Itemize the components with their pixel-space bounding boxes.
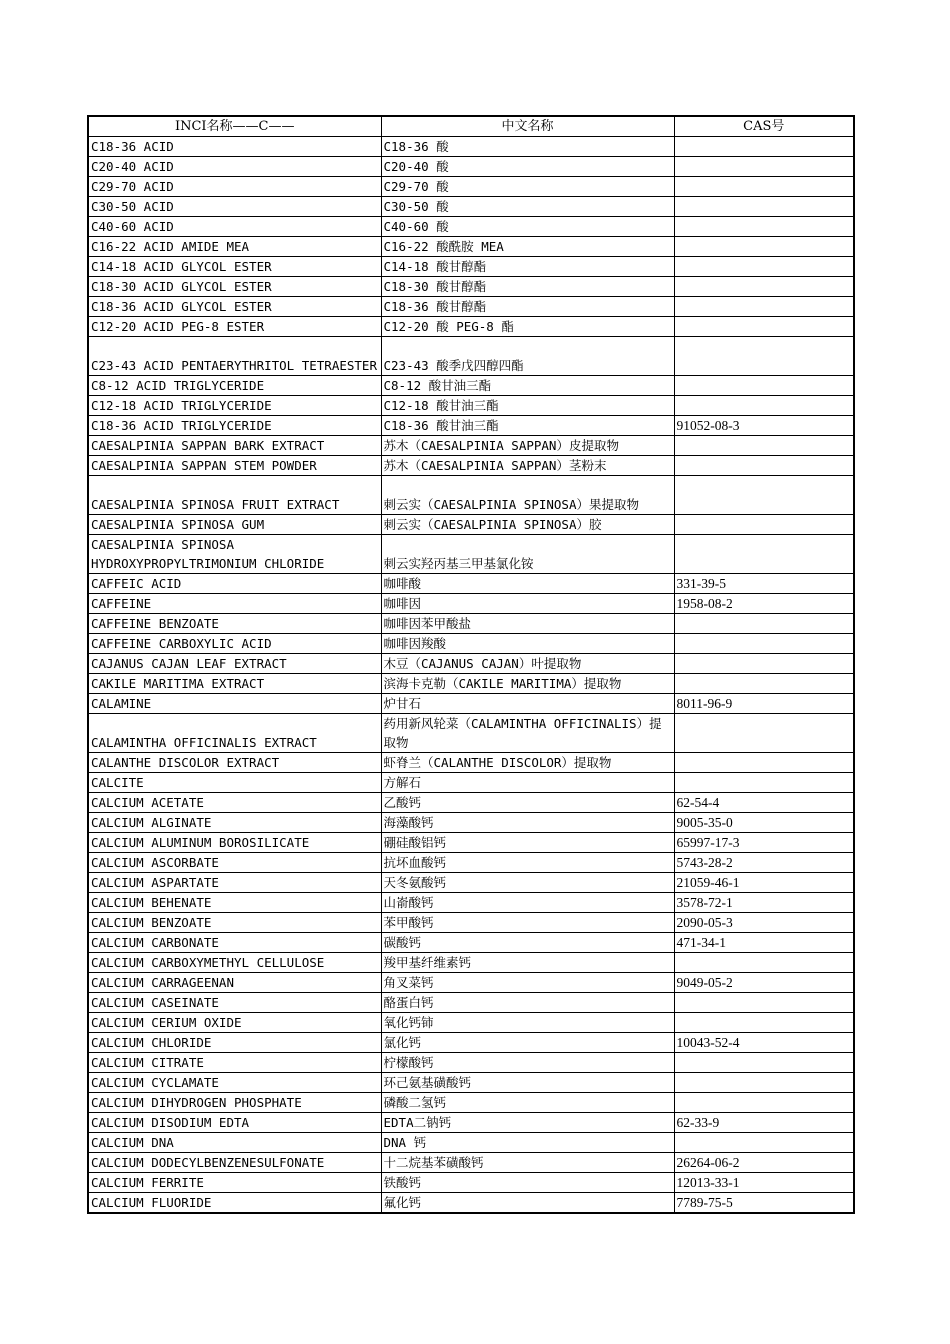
- inci-name-cell: CALCIUM FERRITE: [88, 1173, 381, 1193]
- table-row: [88, 913, 854, 933]
- inci-name-cell: CALAMINE: [88, 694, 381, 714]
- inci-name-cell: CALCIUM CYCLAMATE: [88, 1073, 381, 1093]
- inci-name-cell: CALCIUM DNA: [88, 1133, 381, 1153]
- chinese-name-cell: 咖啡因苯甲酸盐: [381, 614, 674, 634]
- cas-number-cell: [674, 674, 854, 694]
- inci-name-cell: CALCIUM CARBONATE: [88, 933, 381, 953]
- chinese-name-cell: 抗坏血酸钙: [381, 853, 674, 873]
- cas-number-cell: [674, 993, 854, 1013]
- cas-number-cell: [674, 535, 854, 574]
- table-row: [88, 993, 854, 1013]
- chinese-name-cell: 羧甲基纤维素钙: [381, 953, 674, 973]
- chinese-name-cell: 刺云实羟丙基三甲基氯化铵: [381, 535, 674, 574]
- chinese-name-cell: 滨海卡克勒（CAKILE MARITIMA）提取物: [381, 674, 674, 694]
- table-row: [88, 1113, 854, 1133]
- inci-name-cell: CALCIUM ASPARTATE: [88, 873, 381, 893]
- chinese-name-cell: 木豆（CAJANUS CAJAN）叶提取物: [381, 654, 674, 674]
- inci-name-cell: CALCIUM CASEINATE: [88, 993, 381, 1013]
- table-row: [88, 973, 854, 993]
- table-row: [88, 1193, 854, 1214]
- table-row: [88, 893, 854, 913]
- chinese-name-cell: 十二烷基苯磺酸钙: [381, 1153, 674, 1173]
- chinese-name-cell: C18-36 酸甘醇酯: [381, 297, 674, 317]
- chinese-name-cell: C12-20 酸 PEG-8 酯: [381, 317, 674, 337]
- chinese-name-cell: 咖啡酸: [381, 574, 674, 594]
- cas-number-cell: 7789-75-5: [674, 1193, 854, 1214]
- inci-name-cell: C16-22 ACID AMIDE MEA: [88, 237, 381, 257]
- cas-number-cell: 21059-46-1: [674, 873, 854, 893]
- cas-number-cell: 3578-72-1: [674, 893, 854, 913]
- cas-number-cell: [674, 753, 854, 773]
- inci-name-cell: CALCIUM CARRAGEENAN: [88, 973, 381, 993]
- cas-number-cell: 91052-08-3: [674, 416, 854, 436]
- cas-number-cell: [674, 396, 854, 416]
- table-row: [88, 694, 854, 714]
- inci-name-cell: CAJANUS CAJAN LEAF EXTRACT: [88, 654, 381, 674]
- cas-number-cell: [674, 654, 854, 674]
- inci-name-cell: CALCIUM ASCORBATE: [88, 853, 381, 873]
- chinese-name-cell: 磷酸二氢钙: [381, 1093, 674, 1113]
- table-row: [88, 953, 854, 973]
- table-row: [88, 197, 854, 217]
- inci-name-cell: CALCIUM ALUMINUM BOROSILICATE: [88, 833, 381, 853]
- chinese-name-cell: C30-50 酸: [381, 197, 674, 217]
- cas-number-cell: [674, 1133, 854, 1153]
- cas-number-cell: [674, 317, 854, 337]
- table-row: [88, 535, 854, 574]
- cas-number-cell: [674, 714, 854, 753]
- chinese-name-cell: 咖啡因: [381, 594, 674, 614]
- cas-number-cell: [674, 634, 854, 654]
- table-row: [88, 476, 854, 515]
- chinese-name-cell: 环己氨基磺酸钙: [381, 1073, 674, 1093]
- table-row: [88, 257, 854, 277]
- inci-name-cell: CAESALPINIA SAPPAN STEM POWDER: [88, 456, 381, 476]
- table-row: [88, 813, 854, 833]
- table-row: [88, 933, 854, 953]
- header-cas-number: CAS号: [674, 116, 854, 137]
- inci-name-cell: CALCIUM CITRATE: [88, 1053, 381, 1073]
- chinese-name-cell: 海藻酸钙: [381, 813, 674, 833]
- table-row: [88, 337, 854, 376]
- chinese-name-cell: 苏木（CAESALPINIA SAPPAN）茎粉末: [381, 456, 674, 476]
- table-row: [88, 1033, 854, 1053]
- table-row: [88, 416, 854, 436]
- chinese-name-cell: C18-36 酸: [381, 137, 674, 157]
- chinese-name-cell: 苏木（CAESALPINIA SAPPAN）皮提取物: [381, 436, 674, 456]
- inci-name-cell: C8-12 ACID TRIGLYCERIDE: [88, 376, 381, 396]
- chinese-name-cell: 虾脊兰（CALANTHE DISCOLOR）提取物: [381, 753, 674, 773]
- header-chinese-name: 中文名称: [381, 116, 674, 137]
- inci-name-cell: CALCITE: [88, 773, 381, 793]
- cas-number-cell: [674, 376, 854, 396]
- inci-name-cell: CALANTHE DISCOLOR EXTRACT: [88, 753, 381, 773]
- table-row: [88, 177, 854, 197]
- inci-name-cell: CALCIUM CHLORIDE: [88, 1033, 381, 1053]
- inci-name-cell: CAFFEINE: [88, 594, 381, 614]
- table-row: [88, 1093, 854, 1113]
- chinese-name-cell: 氟化钙: [381, 1193, 674, 1214]
- table-row: [88, 396, 854, 416]
- cas-number-cell: [674, 257, 854, 277]
- table-row: [88, 237, 854, 257]
- table-row: [88, 436, 854, 456]
- chinese-name-cell: C18-36 酸甘油三酯: [381, 416, 674, 436]
- table-row: [88, 873, 854, 893]
- cas-number-cell: [674, 217, 854, 237]
- table-row: [88, 317, 854, 337]
- inci-name-cell: CAESALPINIA SPINOSA GUM: [88, 515, 381, 535]
- table-row: [88, 1013, 854, 1033]
- cas-number-cell: 8011-96-9: [674, 694, 854, 714]
- chinese-name-cell: 碳酸钙: [381, 933, 674, 953]
- chinese-name-cell: 乙酸钙: [381, 793, 674, 813]
- inci-name-cell: C12-18 ACID TRIGLYCERIDE: [88, 396, 381, 416]
- table-row: [88, 574, 854, 594]
- chinese-name-cell: 苯甲酸钙: [381, 913, 674, 933]
- inci-name-cell: C18-36 ACID TRIGLYCERIDE: [88, 416, 381, 436]
- cas-number-cell: [674, 137, 854, 157]
- chinese-name-cell: 柠檬酸钙: [381, 1053, 674, 1073]
- table-row: [88, 157, 854, 177]
- cas-number-cell: [674, 337, 854, 376]
- cas-number-cell: [674, 773, 854, 793]
- chinese-name-cell: 方解石: [381, 773, 674, 793]
- chinese-name-cell: C29-70 酸: [381, 177, 674, 197]
- chinese-name-cell: 咖啡因羧酸: [381, 634, 674, 654]
- table-header-row: [88, 116, 854, 137]
- table-row: [88, 594, 854, 614]
- chinese-name-cell: 硼硅酸铝钙: [381, 833, 674, 853]
- table-row: [88, 515, 854, 535]
- inci-name-cell: C12-20 ACID PEG-8 ESTER: [88, 317, 381, 337]
- chinese-name-cell: 药用新风轮菜（CALAMINTHA OFFICINALIS）提取物: [381, 714, 674, 753]
- inci-name-cell: CAKILE MARITIMA EXTRACT: [88, 674, 381, 694]
- chinese-name-cell: 铁酸钙: [381, 1173, 674, 1193]
- cas-number-cell: [674, 277, 854, 297]
- chinese-name-cell: DNA 钙: [381, 1133, 674, 1153]
- cas-number-cell: 10043-52-4: [674, 1033, 854, 1053]
- cas-number-cell: [674, 237, 854, 257]
- chinese-name-cell: 角叉菜钙: [381, 973, 674, 993]
- table-row: [88, 1173, 854, 1193]
- header-inci-name: INCI名称——C——: [88, 116, 381, 137]
- inci-name-cell: CALCIUM CERIUM OXIDE: [88, 1013, 381, 1033]
- inci-name-cell: C18-36 ACID: [88, 137, 381, 157]
- chinese-name-cell: 酪蛋白钙: [381, 993, 674, 1013]
- table-row: [88, 634, 854, 654]
- table-row: [88, 1153, 854, 1173]
- table-row: [88, 1133, 854, 1153]
- table-row: [88, 674, 854, 694]
- cas-number-cell: 1958-08-2: [674, 594, 854, 614]
- inci-name-cell: CAESALPINIA SAPPAN BARK EXTRACT: [88, 436, 381, 456]
- inci-name-cell: CALCIUM ACETATE: [88, 793, 381, 813]
- table-row: [88, 793, 854, 813]
- inci-name-cell: C23-43 ACID PENTAERYTHRITOL TETRAESTER: [88, 337, 381, 376]
- chinese-name-cell: C20-40 酸: [381, 157, 674, 177]
- chinese-name-cell: 刺云实（CAESALPINIA SPINOSA）果提取物: [381, 476, 674, 515]
- chinese-name-cell: 天冬氨酸钙: [381, 873, 674, 893]
- cas-number-cell: [674, 436, 854, 456]
- cas-number-cell: [674, 456, 854, 476]
- chinese-name-cell: C40-60 酸: [381, 217, 674, 237]
- chinese-name-cell: 刺云实（CAESALPINIA SPINOSA）胶: [381, 515, 674, 535]
- cas-number-cell: 331-39-5: [674, 574, 854, 594]
- table-body: [88, 137, 854, 1214]
- inci-name-cell: CALCIUM DISODIUM EDTA: [88, 1113, 381, 1133]
- table-row: [88, 456, 854, 476]
- chinese-name-cell: C12-18 酸甘油三酯: [381, 396, 674, 416]
- inci-name-cell: CALCIUM BENZOATE: [88, 913, 381, 933]
- cas-number-cell: 9049-05-2: [674, 973, 854, 993]
- inci-name-cell: CALCIUM BEHENATE: [88, 893, 381, 913]
- chinese-name-cell: 氧化钙铈: [381, 1013, 674, 1033]
- table-row: [88, 654, 854, 674]
- chinese-name-cell: EDTA二钠钙: [381, 1113, 674, 1133]
- cas-number-cell: [674, 476, 854, 515]
- cas-number-cell: [674, 197, 854, 217]
- cas-number-cell: [674, 1053, 854, 1073]
- inci-name-cell: C20-40 ACID: [88, 157, 381, 177]
- cas-number-cell: [674, 1093, 854, 1113]
- table-row: [88, 1053, 854, 1073]
- cas-number-cell: 26264-06-2: [674, 1153, 854, 1173]
- chinese-name-cell: C18-30 酸甘醇酯: [381, 277, 674, 297]
- inci-name-cell: CALCIUM ALGINATE: [88, 813, 381, 833]
- ingredient-table: [87, 115, 855, 1214]
- cas-number-cell: [674, 515, 854, 535]
- inci-name-cell: CAFFEINE CARBOXYLIC ACID: [88, 634, 381, 654]
- table-row: [88, 277, 854, 297]
- inci-name-cell: C14-18 ACID GLYCOL ESTER: [88, 257, 381, 277]
- inci-name-cell: CAESALPINIA SPINOSA HYDROXYPROPYLTRIMONIUM CHLORIDE: [88, 535, 381, 574]
- cas-number-cell: [674, 1073, 854, 1093]
- inci-name-cell: C29-70 ACID: [88, 177, 381, 197]
- inci-name-cell: C18-36 ACID GLYCOL ESTER: [88, 297, 381, 317]
- inci-name-cell: CALCIUM DODECYLBENZENESULFONATE: [88, 1153, 381, 1173]
- table-row: [88, 217, 854, 237]
- table-row: [88, 614, 854, 634]
- chinese-name-cell: 山嵛酸钙: [381, 893, 674, 913]
- table-row: [88, 1073, 854, 1093]
- table-row: [88, 773, 854, 793]
- cas-number-cell: 2090-05-3: [674, 913, 854, 933]
- chinese-name-cell: 氯化钙: [381, 1033, 674, 1053]
- cas-number-cell: [674, 953, 854, 973]
- chinese-name-cell: C16-22 酸酰胺 MEA: [381, 237, 674, 257]
- cas-number-cell: 5743-28-2: [674, 853, 854, 873]
- inci-name-cell: CALCIUM DIHYDROGEN PHOSPHATE: [88, 1093, 381, 1113]
- table-row: [88, 753, 854, 773]
- table-row: [88, 714, 854, 753]
- cas-number-cell: 9005-35-0: [674, 813, 854, 833]
- ingredient-sheet: [87, 115, 853, 1214]
- chinese-name-cell: 炉甘石: [381, 694, 674, 714]
- inci-name-cell: CALAMINTHA OFFICINALIS EXTRACT: [88, 714, 381, 753]
- cas-number-cell: 62-33-9: [674, 1113, 854, 1133]
- inci-name-cell: C40-60 ACID: [88, 217, 381, 237]
- inci-name-cell: C30-50 ACID: [88, 197, 381, 217]
- chinese-name-cell: C14-18 酸甘醇酯: [381, 257, 674, 277]
- table-row: [88, 833, 854, 853]
- cas-number-cell: [674, 614, 854, 634]
- table-row: [88, 853, 854, 873]
- inci-name-cell: CAFFEIC ACID: [88, 574, 381, 594]
- chinese-name-cell: C8-12 酸甘油三酯: [381, 376, 674, 396]
- table-row: [88, 137, 854, 157]
- table-row: [88, 376, 854, 396]
- cas-number-cell: 12013-33-1: [674, 1173, 854, 1193]
- cas-number-cell: [674, 157, 854, 177]
- cas-number-cell: [674, 177, 854, 197]
- inci-name-cell: CALCIUM CARBOXYMETHYL CELLULOSE: [88, 953, 381, 973]
- cas-number-cell: [674, 297, 854, 317]
- cas-number-cell: 65997-17-3: [674, 833, 854, 853]
- chinese-name-cell: C23-43 酸季戊四醇四酯: [381, 337, 674, 376]
- cas-number-cell: [674, 1013, 854, 1033]
- inci-name-cell: CAFFEINE BENZOATE: [88, 614, 381, 634]
- cas-number-cell: 62-54-4: [674, 793, 854, 813]
- inci-name-cell: CAESALPINIA SPINOSA FRUIT EXTRACT: [88, 476, 381, 515]
- cas-number-cell: 471-34-1: [674, 933, 854, 953]
- inci-name-cell: CALCIUM FLUORIDE: [88, 1193, 381, 1214]
- inci-name-cell: C18-30 ACID GLYCOL ESTER: [88, 277, 381, 297]
- table-row: [88, 297, 854, 317]
